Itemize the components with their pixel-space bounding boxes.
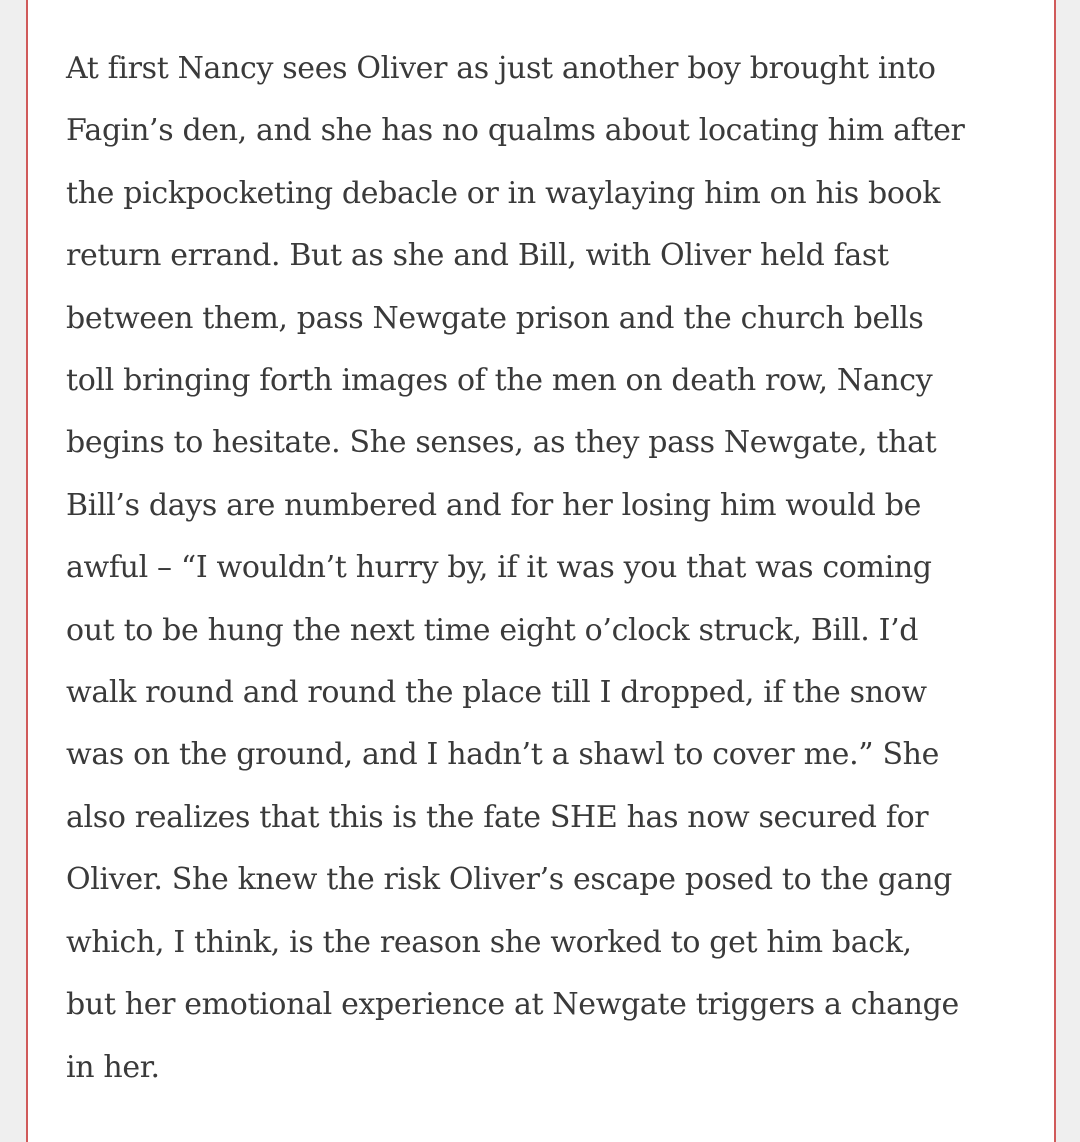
article-paragraph xyxy=(66,38,1026,1099)
paragraph-line: in her. xyxy=(66,1049,160,1085)
paragraph-line: but her emotional experience at Newgate triggers a change xyxy=(66,987,959,1023)
paragraph-line: also realizes that this is the fate SHE has now secured for xyxy=(66,799,929,835)
paragraph-line: At first Nancy sees Oliver as just another boy brought into xyxy=(66,51,936,86)
paragraph-line: Fagin’s den, and she has no qualms about locating him after xyxy=(66,113,965,149)
paragraph-line: the pickpocketing debacle or in waylaying him on his book xyxy=(66,175,941,211)
paragraph-line: begins to hesitate. She senses, as they pass Newgate, that xyxy=(66,425,937,461)
paragraph-line: Oliver. She knew the risk Oliver’s escape posed to the gang xyxy=(66,862,953,898)
paragraph-line: out to be hung the next time eight o’clock struck, Bill. I’d xyxy=(66,612,919,648)
paragraph-line: walk round and round the place till I dropped, if the snow xyxy=(66,675,927,711)
paragraph-line: return errand. But as she and Bill, with Oliver held fast xyxy=(66,238,889,274)
article-card xyxy=(26,0,1056,1142)
paragraph-line: awful – “I wouldn’t hurry by, if it was you that was coming xyxy=(66,550,932,586)
paragraph-line: was on the ground, and I hadn’t a shawl to cover me.” She xyxy=(66,737,940,773)
paragraph-line: toll bringing forth images of the men on death row, Nancy xyxy=(66,363,933,399)
paragraph-line: which, I think, is the reason she worked to get him back, xyxy=(66,924,912,960)
paragraph-line: between them, pass Newgate prison and the church bells xyxy=(66,300,924,336)
paragraph-line: Bill’s days are numbered and for her losing him would be xyxy=(66,487,921,523)
